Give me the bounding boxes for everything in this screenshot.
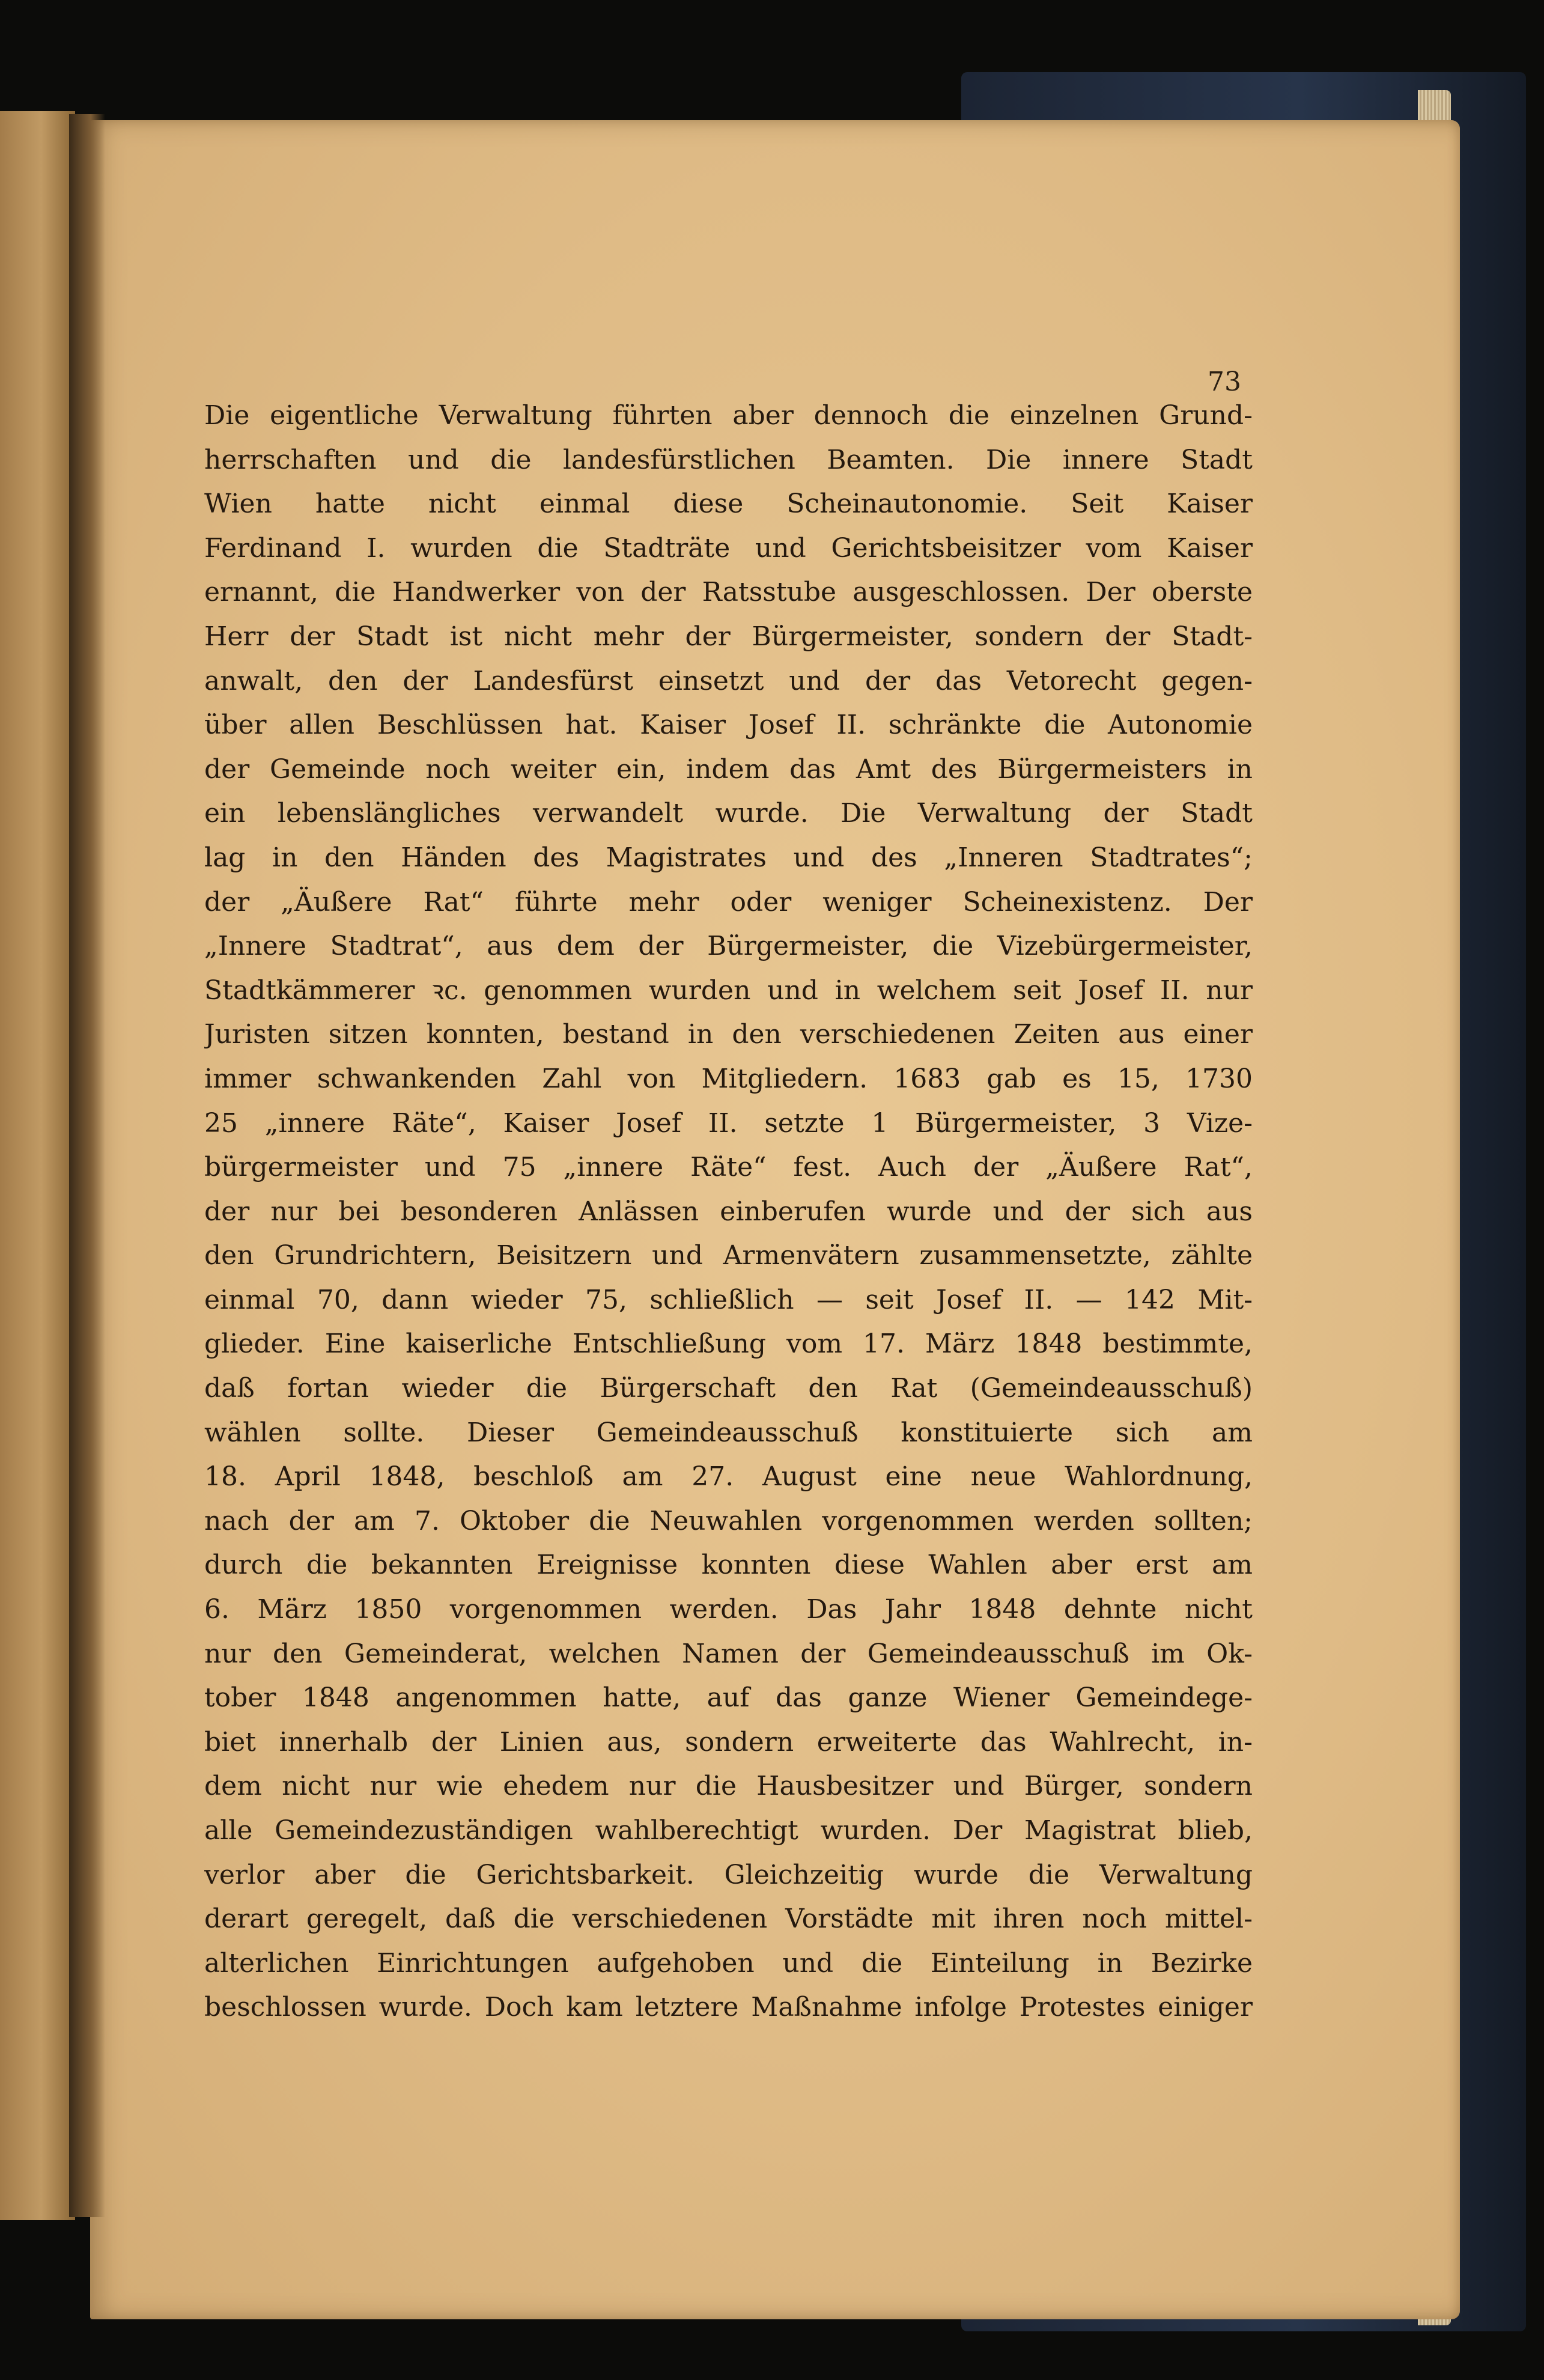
book-gutter [69,114,105,2217]
text-line: tober 1848 angenommen hatte, auf das ganze Wiener Gemeindege- [204,1682,1253,1714]
text-line: glieder. Eine kaiserliche Entschließung vom 17. März 1848 bestimmte, [204,1328,1253,1360]
page-number: 73 [1208,367,1241,397]
text-line: Stadtkämmerer ꝛc. genommen wurden und in welchem seit Josef II. nur [204,975,1253,1006]
text-line: alle Gemeindezuständigen wahlberechtigt wurden. Der Magistrat blieb, [204,1815,1253,1846]
text-line: verlor aber die Gerichtsbarkeit. Gleichzeitig wurde die Verwaltung [204,1859,1253,1890]
text-line: der Gemeinde noch weiter ein, indem das Amt des Bürgermeisters in [204,753,1253,785]
text-line: 25 „innere Räte“, Kaiser Josef II. setzte 1 Bürgermeister, 3 Vize- [204,1107,1253,1139]
text-line: daß fortan wieder die Bürgerschaft den Rat (Gemeindeausschuß) [204,1373,1253,1404]
text-line: einmal 70, dann wieder 75, schließlich — seit Josef II. — 142 Mit- [204,1284,1253,1315]
text-line: durch die bekannten Ereignisse konnten diese Wahlen aber erst am [204,1550,1253,1581]
text-line: dem nicht nur wie ehedem nur die Hausbesitzer und Bürger, sondern [204,1771,1253,1802]
text-line: alterlichen Einrichtungen aufgehoben und die Einteilung in Bezirke [204,1947,1253,1979]
text-line: bürgermeister und 75 „innere Räte“ fest. Auch der „Äußere Rat“, [204,1152,1253,1183]
text-line: 6. März 1850 vorgenommen werden. Das Jahr 1848 dehnte nicht [204,1594,1253,1625]
page-body-text [204,394,1253,2030]
text-line: Herr der Stadt ist nicht mehr der Bürgermeister, sondern der Stadt- [204,621,1253,652]
text-line: „Innere Stadtrat“, aus dem der Bürgermeister, die Vizebürgermeister, [204,931,1253,962]
text-line: der „Äußere Rat“ führte mehr oder weniger Scheinexistenz. Der [204,886,1253,918]
text-line: biet innerhalb der Linien aus, sondern erweiterte das Wahlrecht, in- [204,1726,1253,1758]
text-line: 18. April 1848, beschloß am 27. August eine neue Wahlordnung, [204,1461,1253,1493]
text-line: Die eigentliche Verwaltung führten aber dennoch die einzelnen Grund- [204,400,1253,431]
text-line: Ferdinand I. wurden die Stadträte und Gerichtsbeisitzer vom Kaiser [204,532,1253,564]
text-line: nur den Gemeinderat, welchen Namen der Gemeindeausschuß im Ok- [204,1638,1253,1669]
text-line: ernannt, die Handwerker von der Ratsstube ausgeschlossen. Der oberste [204,577,1253,608]
text-line: beschlossen wurde. Doch kam letztere Maßnahme infolge Protestes einiger [204,1992,1253,2023]
facing-page-edge [0,111,75,2220]
text-line: anwalt, den der Landesfürst einsetzt und der das Vetorecht gegen- [204,665,1253,696]
text-line: ein lebenslängliches verwandelt wurde. Die Verwaltung der Stadt [204,798,1253,829]
text-line: nach der am 7. Oktober die Neuwahlen vorgenommen werden sollten; [204,1505,1253,1536]
text-line: wählen sollte. Dieser Gemeindeausschuß konstituierte sich am [204,1417,1253,1448]
text-line: Wien hatte nicht einmal diese Scheinautonomie. Seit Kaiser [204,488,1253,520]
text-line: den Grundrichtern, Beisitzern und Armenvätern zusammensetzte, zählte [204,1240,1253,1271]
text-line: herrschaften und die landesfürstlichen Beamten. Die innere Stadt [204,444,1253,475]
text-line: der nur bei besonderen Anlässen einberufen wurde und der sich aus [204,1196,1253,1227]
text-line: derart geregelt, daß die verschiedenen Vorstädte mit ihren noch mittel- [204,1904,1253,1935]
text-line: lag in den Händen des Magistrates und des „Inneren Stadtrates“; [204,842,1253,873]
text-line: über allen Beschlüssen hat. Kaiser Josef II. schränkte die Autonomie [204,710,1253,741]
text-line: immer schwankenden Zahl von Mitgliedern. 1683 gab es 15, 1730 [204,1063,1253,1094]
text-line: Juristen sitzen konnten, bestand in den verschiedenen Zeiten aus einer [204,1019,1253,1050]
